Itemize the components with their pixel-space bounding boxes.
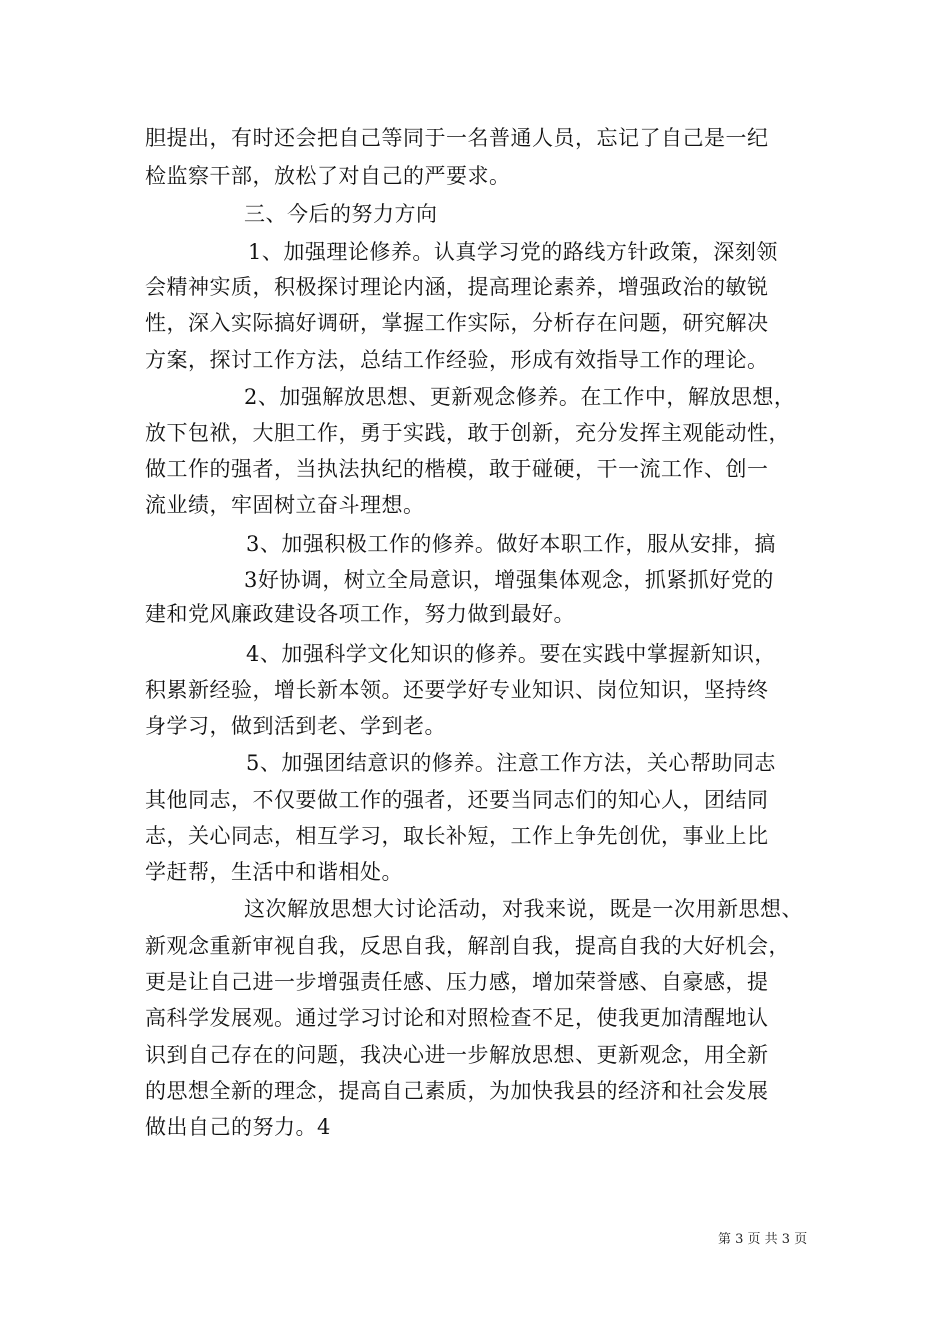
text-line: 会精神实质，积极探讨理论内涵，提高理论素养，增强政治的敏锐 [145,275,769,299]
text-line: 3好协调，树立全局意识，增强集体观念，抓紧抓好党的 [244,568,774,592]
text-line: 识到自己存在的问题，我决心进一步解放思想、更新观念，用全新 [145,1043,769,1067]
text-line: 1、加强理论修养。认真学习党的路线方针政策，深刻领 [248,240,778,264]
text-line: 胆提出，有时还会把自己等同于一名普通人员，忘记了自己是一纪 [145,126,769,150]
text-line: 3、加强积极工作的修养。做好本职工作，服从安排，搞 [246,532,776,556]
text-line: 身学习，做到活到老、学到老。 [145,714,446,738]
text-line: 建和党风廉政建设各项工作，努力做到最好。 [145,602,575,626]
text-line: 4、加强科学文化知识的修养。要在实践中掌握新知识， [246,642,776,666]
text-line: 做出自己的努力。4 [145,1115,331,1139]
text-line: 做工作的强者，当执法执纪的楷模，敢于碰硬，干一流工作、创一 [145,457,769,481]
text-line: 其他同志，不仅要做工作的强者，还要当同志们的知心人，团结同 [145,788,769,812]
text-line: 志，关心同志，相互学习，取长补短，工作上争先创优，事业上比 [145,824,769,848]
text-line: 流业绩，牢固树立奋斗理想。 [145,493,425,517]
text-line: 放下包袱，大胆工作，勇于实践，敢于创新，充分发挥主观能动性， [145,421,790,445]
text-line: 积累新经验，增长新本领。还要学好专业知识、岗位知识，坚持终 [145,678,769,702]
page-number-footer: 第 3 页 共 3 页 [718,1232,808,1247]
text-line: 更是让自己进一步增强责任感、压力感，增加荣誉感、自豪感，提 [145,970,769,994]
text-line: 5、加强团结意识的修养。注意工作方法，关心帮助同志 [246,751,776,775]
text-line: 方案，探讨工作方法，总结工作经验，形成有效指导工作的理论。 [145,348,769,372]
text-line: 这次解放思想大讨论活动，对我来说，既是一次用新思想、 [244,897,803,921]
text-line: 高科学发展观。通过学习讨论和对照检查不足，使我更加清醒地认 [145,1006,769,1030]
text-line: 2、加强解放思想、更新观念修养。在工作中，解放思想， [244,385,796,409]
text-line: 的思想全新的理念，提高自己素质，为加快我县的经济和社会发展 [145,1079,769,1103]
text-line: 新观念重新审视自我，反思自我，解剖自我，提高自我的大好机会， [145,934,790,958]
text-line: 学赶帮，生活中和谐相处。 [145,860,403,884]
text-line: 检监察干部，放松了对自己的严要求。 [145,164,511,188]
section-heading: 三、今后的努力方向 [244,202,438,226]
text-line: 性，深入实际搞好调研，掌握工作实际，分析存在问题，研究解决 [145,311,769,335]
